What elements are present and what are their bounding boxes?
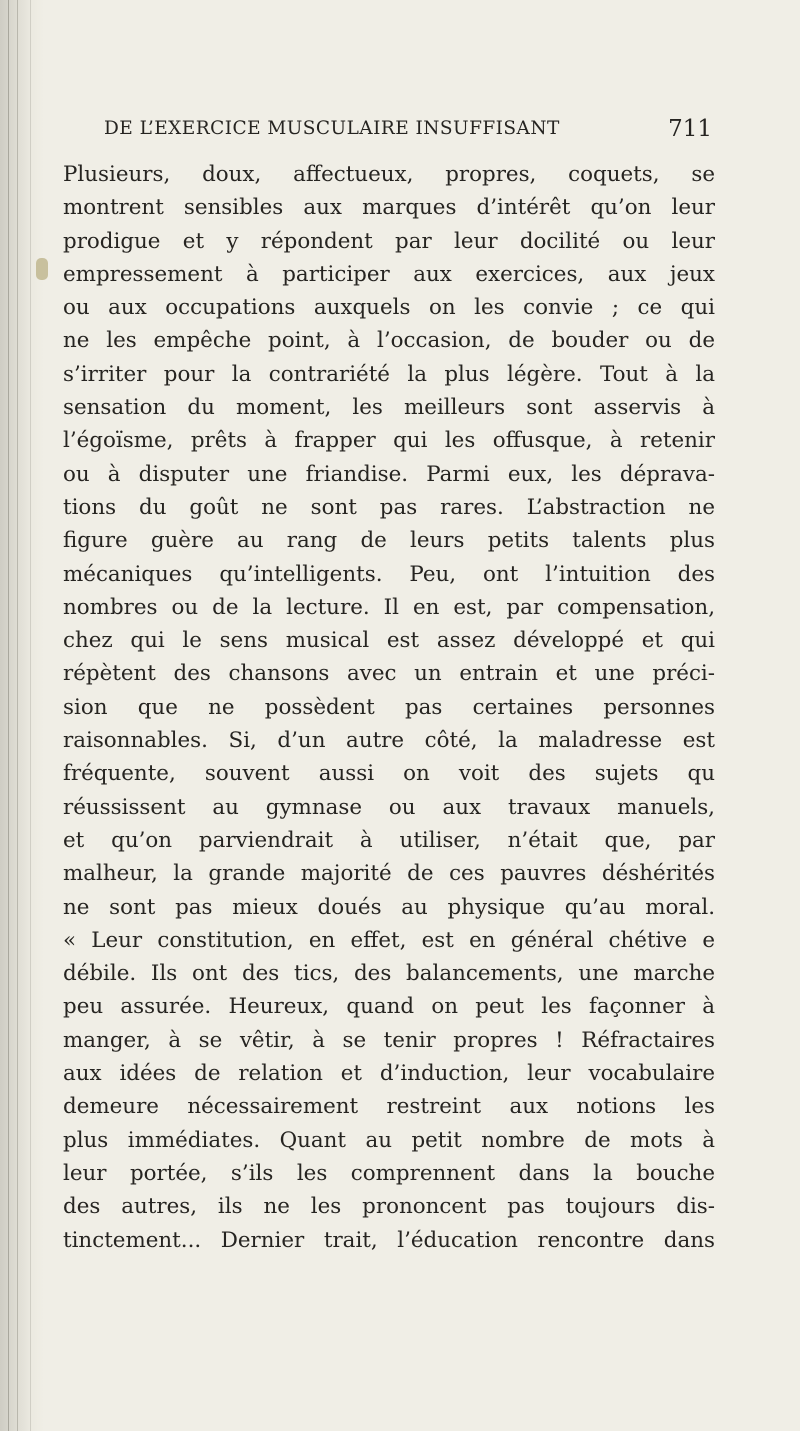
text-line: plus immédiates. Quant au petit nombre de mots à: [63, 1127, 715, 1153]
text-line: sion que ne possèdent pas certaines personnes: [63, 694, 715, 720]
text-line: ou à disputer une friandise. Parmi eux, les déprava-: [63, 461, 715, 487]
text-line: nombres ou de la lecture. Il en est, par compensation,: [63, 594, 715, 620]
text-line: répètent des chansons avec un entrain et une préci-: [63, 661, 715, 687]
text-line: débile. Ils ont des tics, des balancements, une marche: [63, 961, 715, 987]
body-text: [63, 158, 715, 1257]
text-line: peu assurée. Heureux, quand on peut les façonner à: [63, 994, 715, 1020]
binding-line: [30, 0, 31, 1431]
text-line: ne les empêche point, à l’occasion, de bouder ou de: [63, 328, 715, 354]
text-line: des autres, ils ne les prononcent pas toujours dis-: [63, 1194, 715, 1220]
running-head-title: DE L’EXERCICE MUSCULAIRE INSUFFISANT: [104, 118, 560, 139]
text-line: sensation du moment, les meilleurs sont asservis à: [63, 395, 715, 421]
text-line: l’égoïsme, prêts à frapper qui les offusque, à retenir: [63, 428, 715, 454]
text-line: tinctement... Dernier trait, l’éducation rencontre dans: [63, 1227, 715, 1253]
text-line: et qu’on parviendrait à utiliser, n’était que, par: [63, 827, 715, 853]
text-line: ne sont pas mieux doués au physique qu’au moral.: [63, 894, 715, 920]
text-line: tions du goût ne sont pas rares. L’abstraction ne: [63, 494, 715, 520]
text-line: chez qui le sens musical est assez développé et qui: [63, 628, 715, 654]
page-number: 711: [668, 116, 712, 142]
text-line: figure guère au rang de leurs petits talents plus: [63, 528, 715, 554]
binding-line: [8, 0, 9, 1431]
text-line: réussissent au gymnase ou aux travaux manuels,: [63, 794, 715, 820]
text-line: s’irriter pour la contrariété la plus légère. Tout à la: [63, 361, 715, 387]
text-line: aux idées de relation et d’induction, leur vocabulaire: [63, 1061, 715, 1087]
text-line: mécaniques qu’intelligents. Peu, ont l’intuition des: [63, 561, 715, 587]
page-binding-shadow: [0, 0, 44, 1431]
binding-line: [17, 0, 18, 1431]
text-line: empressement à participer aux exercices, aux jeux: [63, 261, 715, 287]
paper-stain: [36, 258, 48, 280]
text-line: montrent sensibles aux marques d’intérêt qu’on leur: [63, 195, 715, 221]
text-line: malheur, la grande majorité de ces pauvres déshérités: [63, 861, 715, 887]
text-line: ou aux occupations auxquels on les convie ; ce qui: [63, 295, 715, 321]
text-line: « Leur constitution, en effet, est en général chétive e: [63, 927, 715, 953]
text-line: fréquente, souvent aussi on voit des sujets qu: [63, 761, 715, 787]
text-line: raisonnables. Si, d’un autre côté, la maladresse est: [63, 728, 715, 754]
text-line: demeure nécessairement restreint aux notions les: [63, 1094, 715, 1120]
text-line: Plusieurs, doux, affectueux, propres, coquets, se: [63, 162, 715, 187]
text-line: leur portée, s’ils les comprennent dans la bouche: [63, 1160, 715, 1186]
text-line: prodigue et y répondent par leur docilité ou leur: [63, 228, 715, 254]
running-head: [104, 116, 712, 146]
text-line: manger, à se vêtir, à se tenir propres ! Réfractaires: [63, 1027, 715, 1053]
